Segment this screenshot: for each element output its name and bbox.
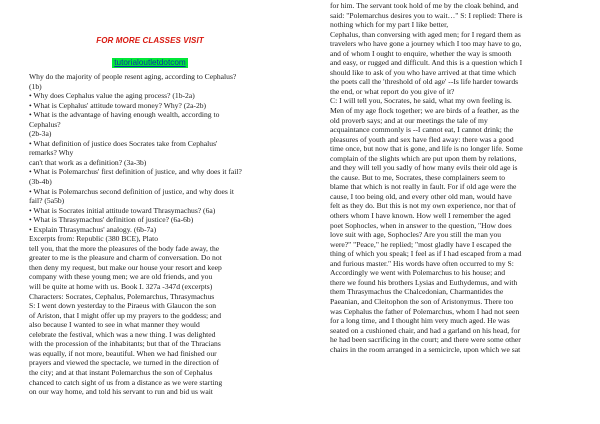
text-line: chanced to catch sight of us from a distance as we were starting bbox=[29, 377, 223, 387]
text-line: tell you, that the more the pleasures of the body fade away, the bbox=[29, 243, 220, 253]
text-line: there we found his brothers Lysias and Euthydemus, and with bbox=[330, 277, 518, 287]
text-line: (3b-4b) bbox=[29, 177, 52, 187]
text-line: • What is Polemarchus' first definition of justice, and why does it fail? bbox=[29, 167, 242, 177]
text-line: C: I will tell you, Socrates, he said, what my own feeling is. bbox=[330, 96, 512, 106]
text-line: prayers and viewed the spectacle, we turned in the direction of bbox=[29, 358, 219, 368]
text-line: • What is Cephalus' attitude toward money? Why? (2a-2b) bbox=[29, 100, 207, 110]
text-line: and furious master." His words have often occurred to my S: bbox=[330, 258, 514, 268]
text-line: travelers who have gone a journey which I too may have to go, bbox=[330, 39, 522, 49]
text-line: (2b-3a) bbox=[29, 129, 52, 139]
text-line: Why do the majority of people resent aging, according to Cephalus? bbox=[29, 72, 237, 81]
text-line: also because I wanted to see in what manner they would bbox=[29, 320, 200, 330]
text-line: S: I went down yesterday to the Piraeus with Glaucon the son bbox=[29, 301, 217, 311]
text-line: the end, or what report do you give of it? bbox=[330, 86, 455, 96]
text-line: Paeanian, and Cleitophon the son of Aristonymus. There too bbox=[330, 296, 514, 306]
text-line: complain of the slights which are put upon them by relations, bbox=[330, 153, 517, 163]
right-column bbox=[330, 1, 592, 354]
text-line: for him. The servant took hold of me by the cloak behind, and bbox=[330, 1, 519, 10]
text-line: and they will tell you sadly of how many evils their old age is bbox=[330, 163, 518, 173]
text-line: said: "Polemarchus desires you to wait…" S: I replied: There is bbox=[330, 10, 523, 20]
text-line: • What is Socrates initial attitude toward Thrasymachus? (6a) bbox=[29, 205, 216, 215]
text-line: Characters: Socrates, Cephalus, Polemarchus, Thrasymachus bbox=[29, 291, 215, 301]
text-line: old proverb says; and at our meetings the tale of my bbox=[330, 115, 488, 125]
text-line: then deny my request, but make our house your resort and keep bbox=[29, 262, 222, 272]
text-line: • What definition of justice does Socrates take from Cephalus' bbox=[29, 138, 218, 148]
text-line: Excerpts from: Republic (380 BCE), Plato bbox=[29, 234, 159, 244]
text-line: of Ariston, that I might offer up my prayers to the goddess; and bbox=[29, 310, 221, 320]
text-line: the cause. But to me, Socrates, these complainers seem to bbox=[330, 172, 506, 182]
text-line: (1b) bbox=[29, 81, 42, 91]
promo-link[interactable]: tutorialoutletdotcom bbox=[114, 58, 186, 67]
text-line: seated on a cushioned chair, and had a garland on his head, for bbox=[330, 325, 520, 335]
promo-link-row bbox=[0, 52, 300, 70]
text-line: the city; and at that instant Polemarchus the son of Cephalus bbox=[29, 367, 213, 377]
text-line: the poets call the 'threshold of old age' --Is life harder towards bbox=[330, 77, 519, 87]
text-line: greater to me is the pleasure and charm of conversation. Do not bbox=[29, 253, 222, 263]
left-column bbox=[29, 72, 301, 397]
text-line: he had been sacrificing in the court; and there were some other bbox=[330, 335, 521, 345]
text-line: cause, I too being old, and every other old man, would have bbox=[330, 191, 512, 201]
text-line: • Why does Cephalus value the aging process? (1b-2a) bbox=[29, 91, 195, 101]
text-line: celebrate the festival, which was a new thing. I was delighted bbox=[29, 329, 216, 339]
text-line: • What is Polemarchus second definition of justice, and why does it bbox=[29, 186, 234, 196]
text-line: time once, but now that is gone, and life is no longer life. Some bbox=[330, 144, 523, 154]
text-line: others whom I have known. How well I remember the aged bbox=[330, 211, 511, 221]
text-line: company with these young men; we are old friends, and you bbox=[29, 272, 213, 282]
text-line: blame that which is not really in fault. For if old age were the bbox=[330, 182, 517, 192]
text-line: should like to ask of you who have arrived at that time which bbox=[330, 67, 517, 77]
text-line: will be quite at home with us. Book I. 327a -347d (excerpts) bbox=[29, 282, 213, 292]
text-line: love suit with age, Sophocles? Are you still the man you bbox=[330, 230, 502, 240]
text-line: were?" "Peace," he replied; "most gladly have I escaped the bbox=[330, 239, 512, 249]
text-line: remarks? Why bbox=[29, 148, 74, 158]
text-line: Accordingly we went with Polemarchus to his house; and bbox=[330, 268, 506, 278]
text-line: and of whom I ought to enquire, whether the way is smooth bbox=[330, 48, 512, 58]
text-line: with the procession of the inhabitants; but that of the Thracians bbox=[29, 339, 221, 349]
text-line: Cephalus, than conversing with aged men; for I regard them as bbox=[330, 29, 521, 39]
text-line: • What is Thrasymachus' definition of justice? (6a-6b) bbox=[29, 215, 194, 225]
text-line: Men of my age flock together; we are birds of a feather, as the bbox=[330, 106, 520, 116]
text-line: can't that work as a definition? (3a-3b) bbox=[29, 157, 147, 167]
text-line: thing of which you speak; I feel as if I had escaped from a mad bbox=[330, 249, 522, 259]
text-line: Cephalus? bbox=[29, 119, 61, 129]
text-line: chairs in the room arranged in a semicircle, upon which we sat bbox=[330, 344, 521, 354]
text-line: them Thrasymachus the Chalcedonian, Charmantides the bbox=[330, 287, 504, 297]
text-line: • Explain Thrasymachus' analogy. (6b-7a) bbox=[29, 224, 157, 234]
promo-title: FOR MORE CLASSES VISIT bbox=[96, 36, 204, 45]
text-line: was equally, if not more, beautiful. When we had finished our bbox=[29, 348, 217, 358]
text-line: acquaintance commonly is --I cannot eat, I cannot drink; the bbox=[330, 125, 514, 135]
text-line: was Cephalus the father of Polemarchus, whom I had not seen bbox=[330, 306, 520, 316]
text-line: pleasures of youth and sex have fled away: there was a good bbox=[330, 134, 514, 144]
text-line: • What is the advantage of having enough wealth, according to bbox=[29, 110, 220, 120]
text-line: on our way home, and told his servant to run and bid us wait bbox=[29, 387, 213, 397]
text-line: felt as they do. But this is not my own experience, nor that of bbox=[330, 201, 516, 211]
text-line: for a long time, and I thought him very much aged. He was bbox=[330, 316, 510, 326]
text-line: nothing which for my part I like better, bbox=[330, 20, 449, 30]
text-line: poet Sophocles, when in answer to the question, "How does bbox=[330, 220, 512, 230]
text-line: fail? (5a5b) bbox=[29, 196, 65, 206]
text-line: and easy, or rugged and difficult. And this is a question which I bbox=[330, 58, 523, 68]
